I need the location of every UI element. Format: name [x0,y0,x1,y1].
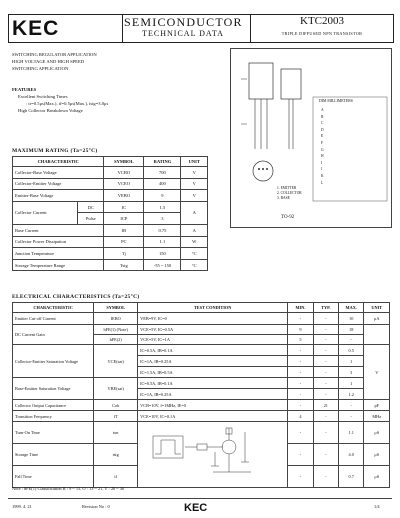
feature-item: High Collector Breakdown Voltage [18,108,83,113]
table-row [13,313,390,325]
cell: - [338,335,364,345]
col-header: TYP. [313,303,338,313]
elec-char-title: ELECTRICAL CHARACTERISTICS (Ta=25°C) [12,294,140,300]
cell: - [313,466,338,488]
cell: - [313,313,338,325]
cell: μS [364,444,390,466]
cell: 10 [338,313,364,325]
cell: - [288,400,313,411]
cell: 1 [338,356,364,367]
cell: Emitter Cut-off Current [13,313,94,325]
dim-header: DIM MILLIMETERS [319,99,353,103]
package-outline-svg [231,49,391,227]
cell: Emitter-Base Voltage [13,190,104,202]
package-drawing [230,48,392,228]
cell: Collector-Emitter Saturation Voltage [13,345,94,378]
col-header: UNIT [181,157,208,167]
table-row [13,201,208,213]
cell: - [313,444,338,466]
cell: - [313,411,338,422]
table-row [13,325,390,335]
cell: IC=1.5A, IB=0.5A [138,367,288,378]
cell: - [338,400,364,411]
table-header-row [13,303,390,313]
cell: DC [78,201,104,213]
cell: Tstg [104,259,144,271]
dim-row: C [321,121,324,126]
cell: Fall Time [13,466,94,488]
table-row [13,167,208,179]
switching-test-circuit-cell [138,422,288,488]
cell: - [288,356,313,367]
table-row [13,422,390,444]
table-row [13,411,390,422]
cell: Tj [104,248,144,260]
cell: IB [104,224,144,236]
cell: - [313,389,338,400]
cell: 4 [288,411,313,422]
semiconductor-title: SEMICONDUCTOR [124,15,243,29]
table-row [13,224,208,236]
cell: 5 [288,335,313,345]
application-line: SWITCHING REGULATOR APPLICATION [12,52,97,57]
cell: Pulse [78,213,104,225]
table-header-row [13,157,208,167]
max-rating-table [12,156,208,271]
cell: - [288,422,313,444]
cell: Collector Power Dissipation [13,236,104,248]
cell: VCE=5V, IC=0.5A [138,325,288,335]
cell: V [181,178,208,190]
dim-row: K [321,173,324,178]
cell: 1 [338,378,364,389]
table-row [13,259,208,271]
table-row [13,178,208,190]
cell: IC=0.5A, IB=0.1A [138,345,288,356]
cell: °C [181,248,208,260]
cell: Collector-Base Voltage [13,167,104,179]
features-title: FEATURES [12,87,37,92]
cell: VCEO [104,178,144,190]
cell: 0.75 [144,224,181,236]
max-rating-title: MAXIMUM RATING (Ta=25°C) [12,148,98,154]
cell: VBE(sat) [94,378,138,400]
table-row [13,190,208,202]
col-header: TEST CONDITION [138,303,288,313]
dim-row: J [321,167,323,172]
dim-row: I [321,160,323,165]
footer-divider [8,498,392,499]
cell: - [338,411,364,422]
cell: VEBO [104,190,144,202]
table-row [13,248,208,260]
dim-row: E [321,134,324,139]
cell: pF [364,400,390,411]
footer-date: 1999. 4. 21 [12,504,32,509]
cell: V [181,167,208,179]
applications-block [12,51,97,72]
pin-label: 1. EMITTER [277,186,297,190]
hfe-classification-note: Note : hFE(1) Classification R : 9 ~ 15, O : 13 ~ 21, Y : 20 ~ 30 [12,486,125,491]
cell: Collector Current [13,201,78,224]
col-header: SYMBOL [94,303,138,313]
cell: Base-Emitter Saturation Voltage [13,378,94,400]
header-divider [122,14,123,42]
dim-row: D [321,127,324,132]
cell: Base Current [13,224,104,236]
cell: IEBO [94,313,138,325]
cell: ton [94,422,138,444]
package-name: TO-92 [281,215,295,220]
dim-list [321,107,324,186]
cell [364,325,390,345]
cell: Collector Output Capacitance [13,400,94,411]
table-row [13,378,390,389]
cell: - [313,422,338,444]
col-header: CHARACTERISTIC [13,303,94,313]
cell: IC=1A, IB=0.25A [138,356,288,367]
cell: - [313,367,338,378]
header-divider [250,14,251,42]
cell: IC [104,201,144,213]
cell: tstg [94,444,138,466]
cell: 3 [338,367,364,378]
cell: - [313,356,338,367]
cell: Storage Time [13,444,94,466]
cell: - [313,345,338,356]
col-header: MIN. [288,303,313,313]
cell: - [288,466,313,488]
cell: 21 [313,400,338,411]
application-line: SWITCHING APPLICATION [12,66,69,71]
cell: 4.0 [338,444,364,466]
cell: 18 [338,325,364,335]
cell: Turn-On Time [13,422,94,444]
cell: 1.1 [144,236,181,248]
cell: - [288,313,313,325]
cell: μS [364,422,390,444]
col-header: CHARACTERISTIC [13,157,104,167]
cell: fT [94,411,138,422]
cell: 150 [144,248,181,260]
cell: μA [364,313,390,325]
cell: V [181,190,208,202]
part-number: KTC2003 [300,15,344,27]
footer-revision: Revision No : 0 [82,504,110,509]
cell: IC=0.5A, IB=0.1A [138,378,288,389]
cell: ICP [104,213,144,225]
cell: °C [181,259,208,271]
cell: - [288,389,313,400]
cell: - [288,444,313,466]
cell: Storage Temperature Range [13,259,104,271]
cell: VCE=10V, IC=0.1A [138,411,288,422]
cell: Cob [94,400,138,411]
col-header: RATING [144,157,181,167]
table-row [13,345,390,356]
col-header: MAX. [338,303,364,313]
cell: VCE(sat) [94,345,138,378]
cell: - [288,367,313,378]
cell: PC [104,236,144,248]
dim-row: F [321,140,323,145]
cell: W [181,236,208,248]
dim-row: L [321,180,324,185]
cell: IC=1A, IB=0.25A [138,389,288,400]
cell: 0.5 [338,345,364,356]
cell: 700 [144,167,181,179]
pin-list [277,186,302,201]
feature-item: Excellent Switching Times [18,94,68,99]
dim-row: A [321,108,324,112]
pin-label: 2. COLLECTOR [277,191,302,195]
kec-logo: KEC [12,17,60,40]
table-row [13,236,208,248]
part-type: TRIPLE DIFFUSED NPN TRANSISTOR [281,31,363,36]
cell: V [364,345,390,400]
cell: VCB=10V, f=1MHz, IE=0 [138,400,288,411]
cell: Collector-Emitter Voltage [13,178,104,190]
cell: 400 [144,178,181,190]
dim-row: B [321,114,324,119]
dim-row: H [321,154,324,159]
cell: DC Current Gain [13,325,94,345]
cell: - [288,345,313,356]
cell: A [181,201,208,224]
cell: μS [364,466,390,488]
table-row [13,400,390,411]
cell: hFE(1) (Note) [94,325,138,335]
cell: hFE(2) [94,335,138,345]
cell: A [181,224,208,236]
technical-data-title: TECHNICAL DATA [142,29,224,38]
col-header: SYMBOL [104,157,144,167]
dim-row: G [321,147,324,152]
cell: VCE=5V, IC=1A [138,335,288,345]
switching-test-circuit [141,422,285,486]
feature-item: : tr=0.5μs(Max.), tf=0.5μs(Max.), tstg=3.0μs [26,101,109,106]
cell: 0.7 [338,466,364,488]
cell: 1.5 [144,201,181,213]
cell: 9 [144,190,181,202]
cell: 9 [288,325,313,335]
cell: - [288,378,313,389]
cell: VCBO [104,167,144,179]
pin-label: 3. BASE [277,196,290,200]
footer-page: 1/4 [374,504,380,509]
cell: - [313,325,338,335]
cell: Transition Frequency [13,411,94,422]
cell: 1.2 [338,389,364,400]
cell: - [313,335,338,345]
cell: Junction Temperature [13,248,104,260]
cell: -55 ~ 150 [144,259,181,271]
cell: VEB=9V, IC=0 [138,313,288,325]
cell: tf [94,466,138,488]
cell: 3 [144,213,181,225]
elec-char-table [12,302,390,488]
cell: - [313,378,338,389]
cell: 1.1 [338,422,364,444]
cell: MHz [364,411,390,422]
application-line: HIGH VOLTAGE AND HIGH SPEED [12,59,85,64]
footer-kec-logo: KEC [184,502,208,514]
col-header: UNIT [364,303,390,313]
features-block [12,86,108,114]
